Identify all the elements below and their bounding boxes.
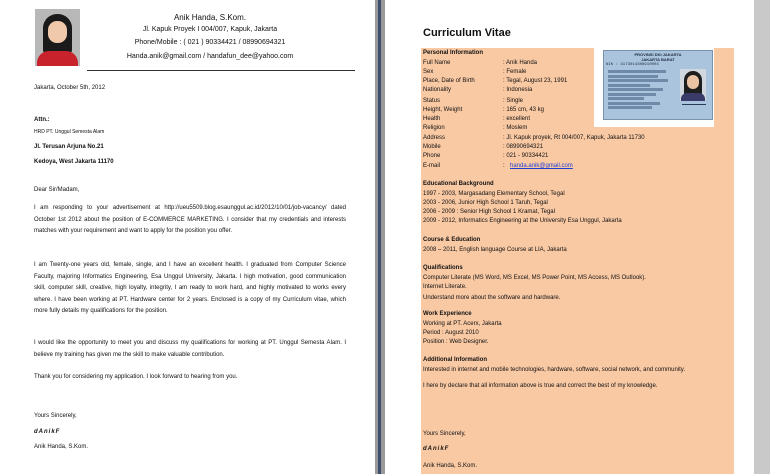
letter-closing: Yours Sincerely,: [34, 413, 77, 419]
recipient-city: Kedoya, West Jakarta 11170: [34, 159, 114, 165]
personal-label: Religion: [423, 125, 445, 131]
work-item: Working at PT. Acerx, Jakarta: [423, 321, 502, 327]
personal-value: : Jl. Kapuk proyek, Rt 004/007, Kapuk, Jakarta 11730: [503, 135, 645, 141]
cv-signature: dAnikF: [423, 446, 450, 452]
personal-label: Phone: [423, 153, 441, 159]
personal-value: : 165 cm, 43 kg: [503, 107, 545, 113]
personal-label: Full Name: [423, 60, 451, 66]
letter-paragraph-3: I would like the opportunity to meet you and discuss my qualifications for working at PT. Unggul Semesta Alam. I believe my training has given me the skill to make valuable contribution.: [34, 340, 346, 358]
letter-applicant-address: Jl. Kapuk Proyek I 004/007, Kapuk, Jakarta: [142, 26, 278, 33]
declaration: I here by declare that all information above is true and correct the best of my knowledge.: [423, 383, 658, 389]
letterhead-rule: [87, 70, 355, 71]
letter-applicant-name: Anik Handa, S.Kom.: [173, 13, 247, 22]
id-card-province: PROVINSI DKI JAKARTA: [634, 52, 682, 57]
id-card-photo: [680, 69, 706, 101]
personal-label: Nationality: [423, 87, 452, 93]
letter-attention: Attn.:: [34, 117, 50, 123]
education-heading: Educational Background: [423, 181, 494, 187]
personal-label: Health: [423, 116, 441, 122]
personal-value: : Indonesia: [503, 87, 533, 93]
personal-value: : Tegal, August 23, 1991: [503, 78, 568, 84]
letter-signature: dAnikF: [34, 429, 61, 435]
personal-value: : 021 - 90334421: [503, 153, 549, 159]
applicant-photo: [35, 9, 80, 66]
qualification-item: Understand more about the software and hardware.: [423, 295, 561, 301]
id-card-signature: [682, 104, 706, 105]
cv-signed-name: Anik Handa, S.Kom.: [423, 463, 478, 469]
work-item: Position : Web Designer.: [423, 339, 489, 345]
work-item: Period : August 2010: [423, 330, 479, 336]
letter-paragraph-4: Thank you for considering my application. I look forward to hearing from you.: [34, 374, 238, 380]
personal-label: Place, Date of Birth: [423, 78, 475, 84]
letter-salutation: Dear Sir/Madam,: [34, 187, 80, 193]
personal-value: : 08990694321: [503, 144, 544, 150]
course-heading: Course & Education: [423, 237, 481, 243]
cv-closing: Yours Sincerely,: [423, 431, 466, 437]
additional-info: Interested in internet and mobile technologies, hardware, software, social network, and community.: [423, 367, 686, 373]
personal-label: Address: [423, 135, 446, 141]
personal-value: : Female: [503, 69, 527, 75]
letter-applicant-phone: Phone/Mobile : ( 021 ) 90334421 / 08990694321: [134, 39, 286, 46]
letter-signed-name: Anik Handa, S.Kom.: [34, 444, 89, 450]
email-link[interactable]: handa.anik@gmail.com: [510, 163, 573, 169]
recipient-street: Jl. Terusan Arjuna No.21: [34, 144, 104, 150]
id-card-image: [603, 50, 713, 120]
personal-value: : Single: [503, 98, 524, 104]
personal-label: Mobile: [423, 144, 441, 150]
cv-title: Curriculum Vitae: [423, 27, 511, 39]
personal-label: Status: [423, 98, 441, 104]
page-divider: [378, 0, 381, 474]
education-item: 2009 - 2012, Informatics Engineering at the University Esa Unggul, Jakarta: [423, 218, 622, 224]
qualification-item: Computer Literate (MS Word, MS Excel, MS Power Point, MS Access, MS Outlook).: [423, 275, 646, 281]
education-item: 1997 - 2003, Margasadang Elementary School, Tegal: [423, 191, 565, 197]
qualifications-heading: Qualifications: [423, 265, 463, 271]
vertical-scrollbar[interactable]: [754, 0, 770, 474]
education-item: 2006 - 2009 : Senior High School 1 Kramat, Tegal: [423, 209, 555, 215]
additional-heading: Additional Information: [423, 357, 487, 363]
personal-label: E-mail: [423, 163, 441, 169]
personal-value: : Moslem: [503, 125, 528, 131]
personal-label: Sex: [423, 69, 434, 75]
work-heading: Work Experience: [423, 311, 472, 317]
letter-paragraph-1: I am responding to your advertisement at http://ueu5509.blog.esaunggul.ac.id/2012/10/01/job-vacancy/ dated October 1st 2012 about the position of E-COMMERCE MARKETING. I consider that my credentials and interests matches with your requirement and want to apply for the position you offer.: [34, 205, 346, 234]
personal-value: : Anik Handa: [503, 60, 538, 66]
personal-label: Height, Weight: [423, 107, 463, 113]
personal-info-heading: Personal Information: [423, 50, 484, 56]
letter-applicant-email: Handa.anik@gmail.com / handafun_dee@yahoo.com: [126, 53, 294, 60]
personal-value: :: [503, 163, 505, 169]
letter-date: Jakarta, October 5th, 2012: [34, 85, 106, 91]
education-item: 2003 - 2006, Junior High School 1 Taruh, Tegal: [423, 200, 548, 206]
qualification-item: Internet Literate.: [423, 284, 467, 290]
id-card-region: JAKARTA BARAT: [641, 57, 675, 62]
recipient-hrd: HRD PT. Unggul Semesta Alam: [34, 129, 105, 135]
letter-paragraph-2: I am Twenty-one years old, female, single, and I have an excellent health. I graduated from Computer Science Faculty, majoring Informatics Engineering, Esa Unggul University, Jakarta. I high motivation, good communication skill, computer skill, creative, high loyalty, integrity, I am ready to work hard, and highly motivated to works every where. I have been working at PT. Hardware center for 2 years. Enclosed is a copy of my Curriculum vitae, which more fully details my qualifications for the position.: [34, 262, 346, 314]
personal-value: : excellent: [503, 116, 531, 122]
id-card-number: NIK : 3173014308910004: [606, 63, 659, 67]
course-item: 2008 – 2011, English language Course at LIA, Jakarta: [423, 247, 567, 253]
